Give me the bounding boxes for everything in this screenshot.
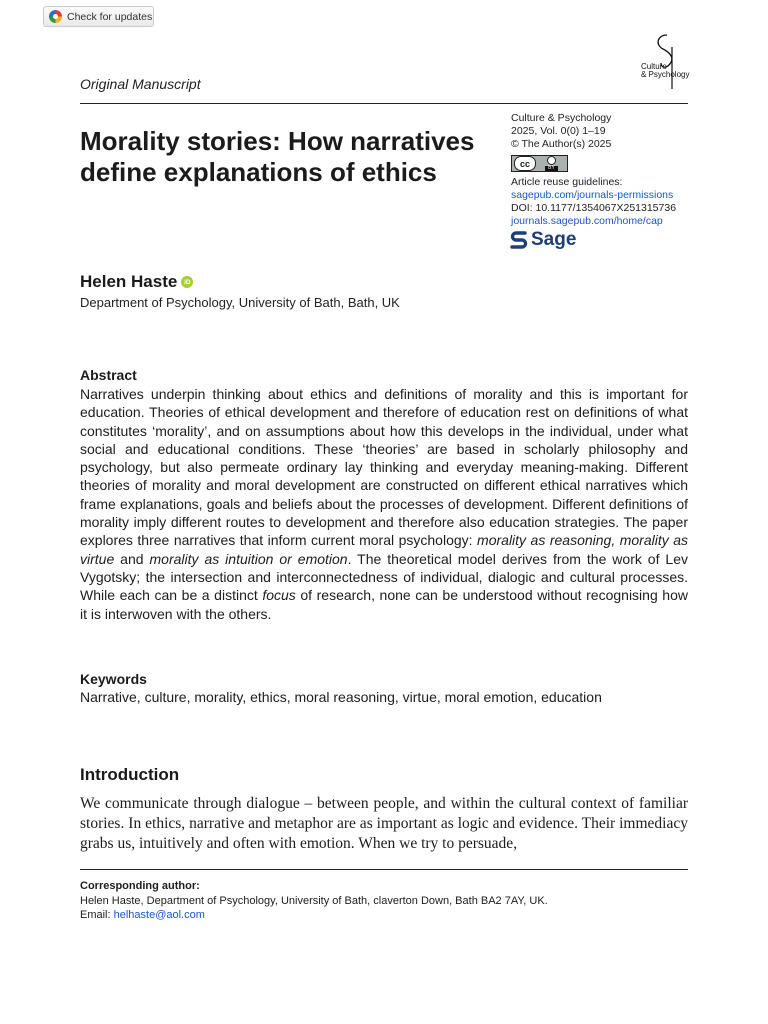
by-icon: BY [536,156,567,171]
cc-icon: cc [514,156,536,171]
footnote-heading: Corresponding author: [80,880,200,892]
sage-logo: Sage [510,229,576,251]
journal-logo-text: Culture & Psychology [641,62,690,79]
article-title: Morality stories: How narratives define explanations of ethics [80,126,475,187]
check-for-updates-label: Check for updates [67,10,153,23]
footnote-address: Helen Haste, Department of Psychology, University of Bath, claverton Down, Bath BA2 7AY, UK. [80,894,548,907]
header-divider [80,103,688,104]
article-metadata [511,112,711,151]
copyright: © The Author(s) 2025 [511,138,612,150]
corresponding-author-footnote [80,879,688,923]
author-affiliation: Department of Psychology, University of Bath, Bath, UK [80,295,400,310]
doi: DOI: 10.1177/1354067X251315736 [511,202,677,214]
article-type-label: Original Manuscript [80,76,201,92]
footnote-email-line: Email: helhaste@aol.com [80,909,205,921]
author-name: Helen Haste iD [80,272,193,292]
introduction-heading: Introduction [80,765,180,784]
footnote-divider [80,869,688,870]
journal-home-link[interactable]: journals.sagepub.com/home/cap [511,215,663,227]
introduction-text: We communicate through dialogue – between people, and within the cultural context of familiar stories. In ethics, narrative and metaphor are as important as logic and evidence. Their immediacy grabs us, intuitively and often with emotion. When we try to persuade, [80,795,688,852]
cc-by-license-badge[interactable] [511,155,568,172]
journal-name: Culture & Psychology [511,112,612,124]
keywords-heading: Keywords [80,671,147,687]
check-for-updates-button[interactable] [43,6,154,27]
sage-s-icon [510,230,528,250]
author-email-link[interactable]: helhaste@aol.com [113,909,205,921]
reuse-label: Article reuse guidelines: [511,176,623,188]
crossmark-icon [49,10,62,23]
volume-info: 2025, Vol. 0(0) 1–19 [511,125,606,137]
journal-logo [637,33,697,93]
abstract-heading: Abstract [80,367,137,383]
abstract-text: Narratives underpin thinking about ethics and definitions of morality and this is important for education. Theories of ethical development and therefore of education rest on definitions of what constitutes ‘morality’, and on assumptions about how this develops in the individual, under what social and educational conditions. These ‘theories’ are based in scholarly philosophy and psychology, but also permeate ordinary lay thinking and everyday meaning-making. Different theories of morality and moral development are constructed on different ethical narratives which frame explanations, goals and beliefs about the processes of development. Different definitions of morality imply different routes to development and therefore also education strategies. The paper explores three narratives that inform current moral psychology: morality as reasoning, morality as virtue and morality as intuition or emotion. The theoretical model derives from the work of Lev Vygotsky; the intersection and interconnectedness of individual, dialogic and cultural processes. While each can be a distinct focus of research, none can be understood without recognising how it is interwoven with the others. [80,386,689,622]
article-metadata-links [511,176,731,228]
keywords-text: Narrative, culture, morality, ethics, moral reasoning, virtue, moral emotion, education [80,689,602,705]
orcid-icon[interactable]: iD [181,276,193,288]
reuse-link[interactable]: sagepub.com/journals-permissions [511,189,674,201]
